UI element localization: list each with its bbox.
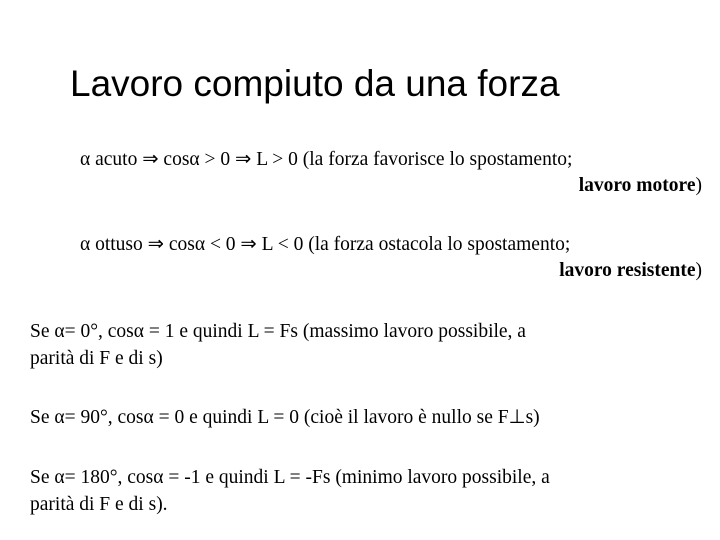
case-zero-degrees-line2: parità di F e di s) [30, 348, 163, 369]
acute-angle-rule-close: ) [695, 175, 702, 196]
obtuse-angle-rule-line2 [62, 258, 702, 284]
case-zero-degrees-line1: Se α= 0°, cosα = 1 e quindi L = Fs (massimo lavoro possibile, a [30, 321, 526, 342]
case-one-eighty-degrees-line2: parità di F e di s). [30, 494, 168, 515]
obtuse-angle-rule-line1: α ottuso ⇒ cosα < 0 ⇒ L < 0 (la forza ostacola lo spostamento; [80, 234, 571, 255]
case-one-eighty-degrees [30, 464, 690, 518]
acute-angle-rule [62, 147, 702, 199]
motor-work-label: lavoro motore [578, 175, 696, 196]
slide-title: Lavoro compiuto da una forza [70, 63, 560, 104]
case-ninety-degrees-line1: Se α= 90°, cosα = 0 e quindi L = 0 (cioè il lavoro è nullo se F⊥s) [30, 407, 540, 428]
acute-angle-rule-line1: α acuto ⇒ cosα > 0 ⇒ L > 0 (la forza favorisce lo spostamento; [80, 149, 573, 170]
case-ninety-degrees [30, 404, 690, 431]
resistant-work-label: lavoro resistente [559, 260, 696, 281]
obtuse-angle-rule [62, 232, 702, 284]
case-zero-degrees [30, 318, 690, 372]
acute-angle-rule-line2 [62, 173, 702, 199]
obtuse-angle-rule-close: ) [695, 260, 702, 281]
case-one-eighty-degrees-line1: Se α= 180°, cosα = -1 e quindi L = -Fs (minimo lavoro possibile, a [30, 467, 550, 488]
